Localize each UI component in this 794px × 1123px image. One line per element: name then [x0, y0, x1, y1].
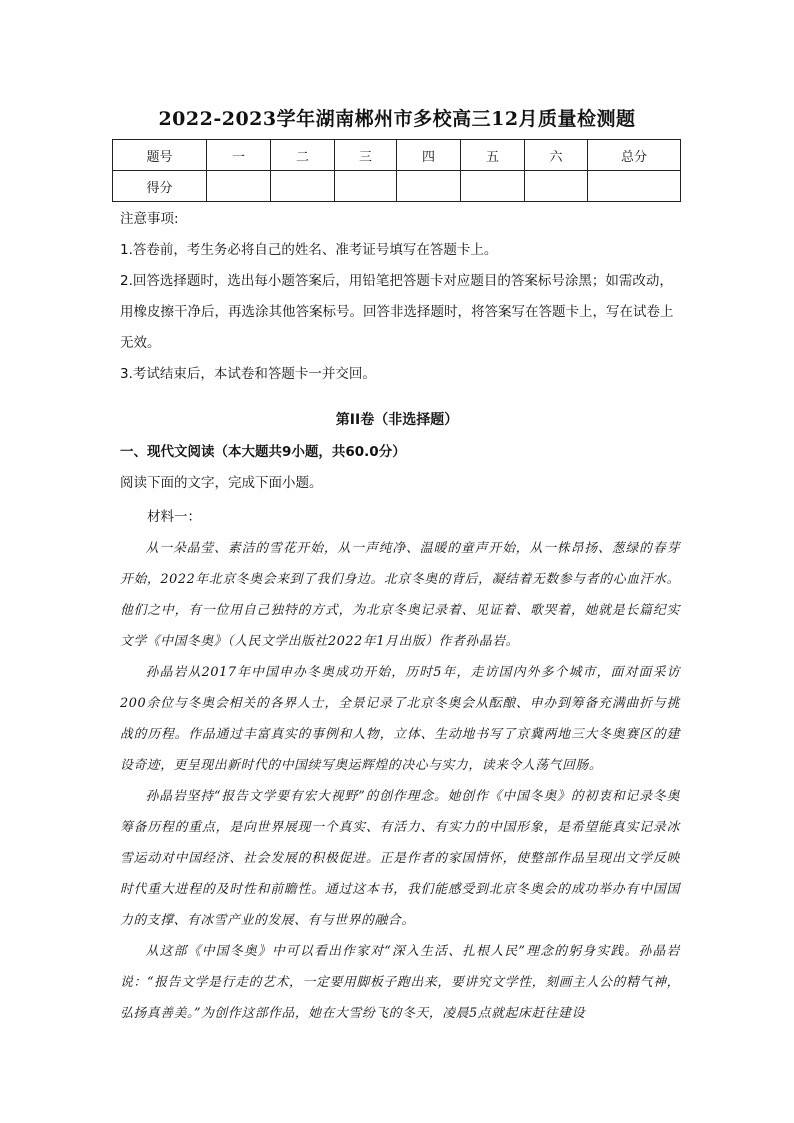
question-heading: 一、现代文阅读（本大题共9小题，共60.0分）: [120, 444, 406, 460]
score-header-cell: 一: [207, 140, 271, 171]
notes-item: 1.答卷前，考生务必将自己的姓名、准考证号填写在答题卡上。: [120, 242, 498, 258]
article-paragraph: 孙晶岩从2017年中国申办冬奥成功开始，历时5年，走访国内外多个城市，面对面采访200余位与冬奥会相关的各界人士，全景记录了北京冬奥会从酝酿、申办到筹备充满曲折与挑战的历程。作品通过丰富真实的事例和人物，立体、生动地书写了京冀两地三大冬奥赛区的建设奇迹，更呈现出新时代的中国续写奥运辉煌的决心与实力，读来令人荡气回肠。: [120, 665, 680, 773]
score-table-score-row: [113, 171, 681, 202]
score-header-cell: 题号: [113, 140, 207, 171]
score-cell: [335, 171, 397, 202]
score-row-label: 得分: [113, 171, 207, 202]
score-cell: [207, 171, 271, 202]
score-cell: [271, 171, 335, 202]
material-label: 材料一：: [147, 509, 201, 525]
score-header-cell: 总分: [588, 140, 681, 171]
score-table-header-row: [113, 140, 681, 171]
score-cell: [588, 171, 681, 202]
score-header-cell: 二: [271, 140, 335, 171]
score-table: [112, 139, 681, 202]
score-cell: [397, 171, 461, 202]
score-header-cell: 三: [335, 140, 397, 171]
question-heading-block: [120, 437, 680, 468]
article-body: [120, 533, 680, 1029]
notes-heading: 注意事项:: [120, 211, 179, 227]
question-intro-block: [120, 468, 680, 499]
score-header-cell: 五: [461, 140, 525, 171]
article-paragraph: 孙晶岩坚持“报告文学要有宏大视野”的创作理念。她创作《中国冬奥》的初衷和记录冬奥筹备历程的重点，是向世界展现一个真实、有活力、有实力的中国形象，是希望能真实记录冰雪运动对中国经济、社会发展的积极促进。正是作者的家国情怀，使整部作品呈现出文学反映时代重大进程的及时性和前瞻性。通过这本书，我们能感受到北京冬奥会的成功举办有中国国力的支撑、有冰雪产业的发展、有与世界的融合。: [120, 789, 680, 928]
question-intro: 阅读下面的文字，完成下面小题。: [120, 475, 323, 491]
article-paragraph: 从这部《中国冬奥》中可以看出作家对“深入生活、扎根人民”理念的躬身实践。孙晶岩说：“报告文学是行走的艺术，一定要用脚板子跑出来，要讲究文学性，刻画主人公的精气神，弘扬真善美。”为创作这部作品，她在大雪纷飞的冬天，凌晨5点就起床赶往建设: [120, 944, 680, 1021]
exam-title: 2022-2023学年湖南郴州市多校高三12月质量检测题: [158, 108, 636, 130]
notes-item: 2.回答选择题时，选出每小题答案后，用铅笔把答题卡对应题目的答案标号涂黑；如需改动，用橡皮擦干净后，再选涂其他答案标号。回答非选择题时，将答案写在答题卡上，写在试卷上无效。: [120, 273, 674, 351]
score-cell: [525, 171, 588, 202]
section-title: 第II卷（非选择题）: [335, 412, 459, 428]
article-paragraph: 从一朵晶莹、素洁的雪花开始，从一声纯净、温暖的童声开始，从一株昂扬、葱绿的春芽开始，2022年北京冬奥会来到了我们身边。北京冬奥的背后，凝结着无数参与者的心血汗水。他们之中，有一位用自己独特的方式，为北京冬奥记录着、见证着、歌哭着，她就是长篇纪实文学《中国冬奥》（人民文学出版社2022年1月出版）作者孙晶岩。: [120, 541, 680, 649]
score-header-cell: 四: [397, 140, 461, 171]
notes-section: [120, 204, 680, 390]
notes-item: 3.考试结束后，本试卷和答题卡一并交回。: [120, 366, 376, 382]
score-cell: [461, 171, 525, 202]
score-header-cell: 六: [525, 140, 588, 171]
